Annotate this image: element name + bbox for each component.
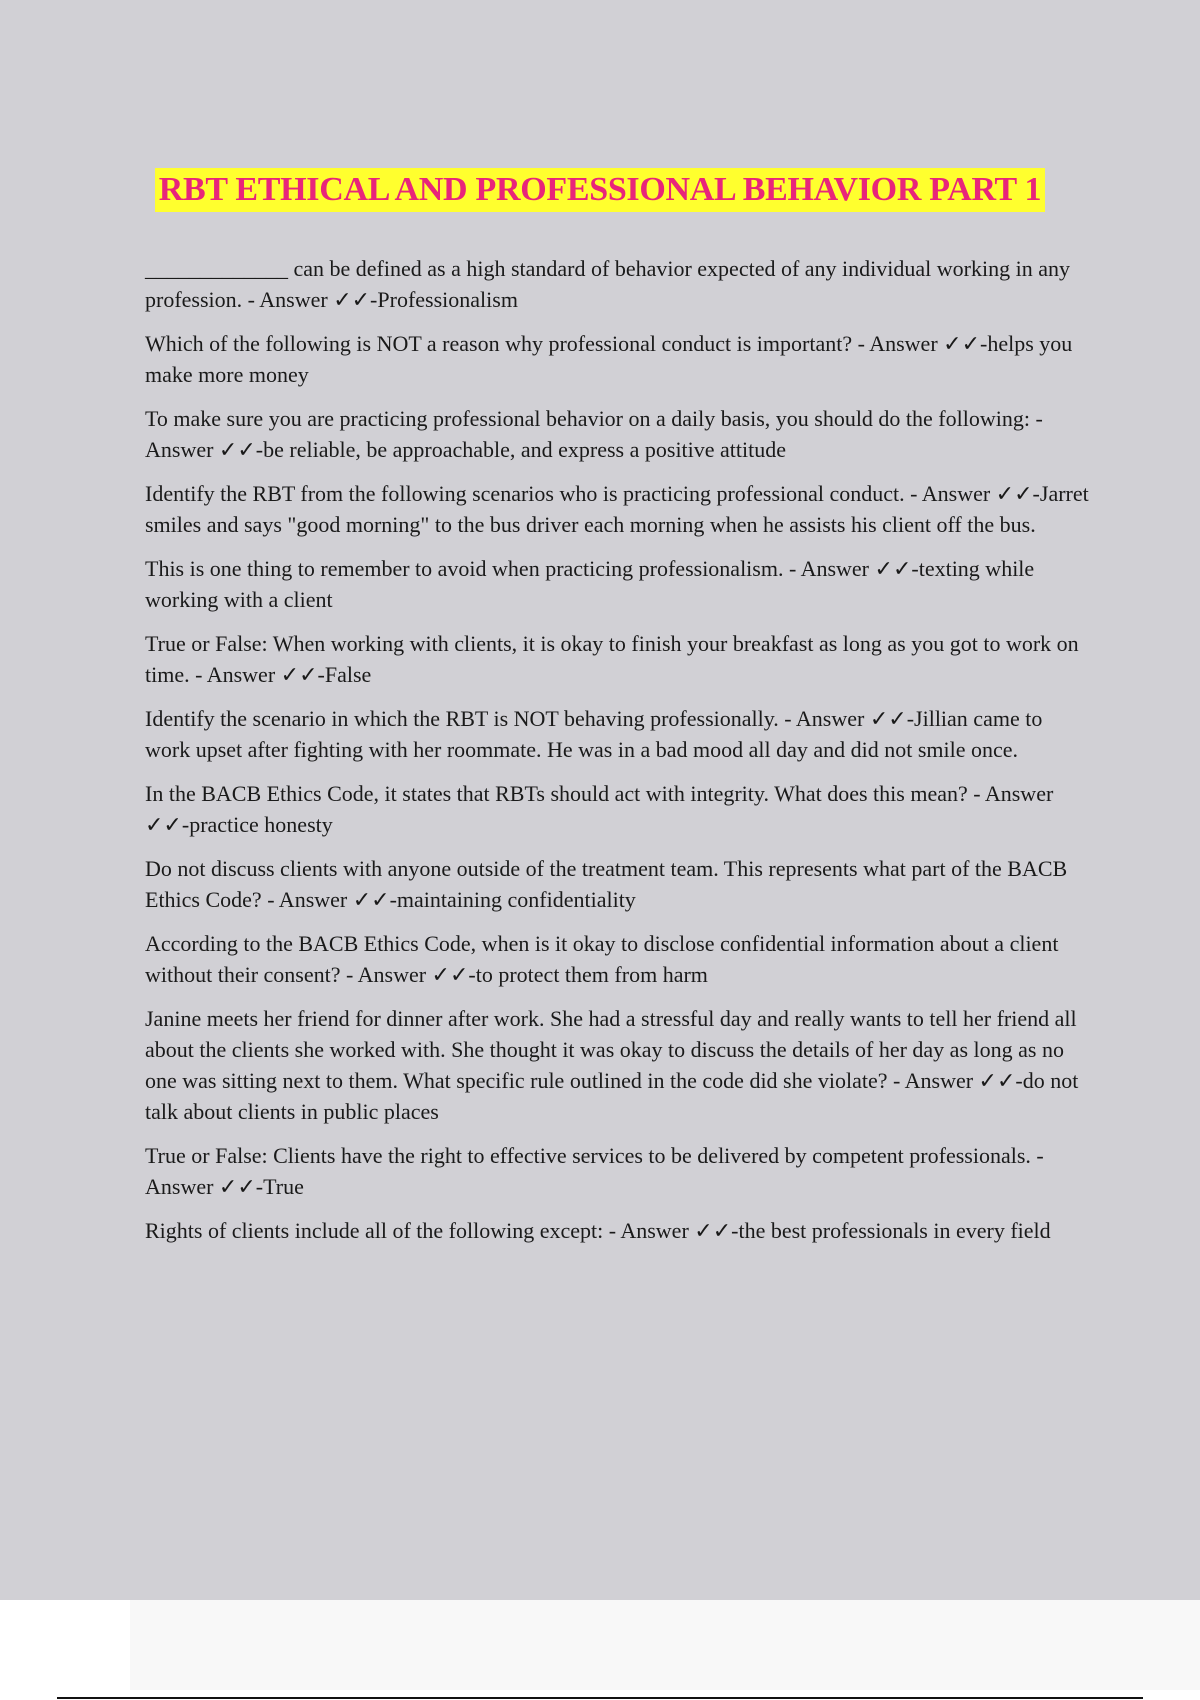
qa-item: According to the BACB Ethics Code, when is it okay to disclose confidential information about a client without their consent? - Answer ✓✓-to protect them from harm [145, 931, 1059, 987]
qa-item: True or False: Clients have the right to effective services to be delivered by competent professionals. - Answer ✓✓-True [145, 1143, 1044, 1199]
qa-item: Do not discuss clients with anyone outside of the treatment team. This represents what part of the BACB Ethics Code? - Answer ✓✓-maintaining confidentiality [145, 856, 1068, 912]
qa-item: _____________ can be defined as a high standard of behavior expected of any individual working in any profession. - Answer ✓✓-Professionalism [145, 256, 1070, 312]
qa-item: This is one thing to remember to avoid when practicing professionalism. - Answer ✓✓-texting while working with a client [145, 556, 1035, 612]
qa-item: Janine meets her friend for dinner after work. She had a stressful day and really wants to tell her friend all about the clients she worked with. She thought it was okay to discuss the details of her day as long as no one was sitting next to them. What specific rule outlined in the code did she violate? - Answer ✓✓-do not talk about clients in public places [145, 1006, 1079, 1124]
qa-item: Identify the scenario in which the RBT is NOT behaving professionally. - Answer ✓✓-Jillian came to work upset after fighting with her roommate. He was in a bad mood all day and did not smile once. [145, 706, 1043, 762]
qa-item: To make sure you are practicing professional behavior on a daily basis, you should do the following: - Answer ✓✓-be reliable, be approachable, and express a positive attitude [145, 406, 1043, 462]
next-page-strip [130, 1600, 1200, 1690]
qa-item: Rights of clients include all of the following except: - Answer ✓✓-the best professionals in every field [145, 1218, 1051, 1243]
footer-divider [57, 1697, 1143, 1699]
qa-item: Which of the following is NOT a reason why professional conduct is important? - Answer ✓✓-helps you make more money [145, 331, 1073, 387]
qa-item: True or False: When working with clients, it is okay to finish your breakfast as long as you got to work on time. - Answer ✓✓-False [145, 631, 1079, 687]
document-title: RBT ETHICAL AND PROFESSIONAL BEHAVIOR PART 1 [155, 168, 1045, 212]
qa-item: Identify the RBT from the following scenarios who is practicing professional conduct. - Answer ✓✓-Jarret smiles and says "good morning" to the bus driver each morning when he assists his client off the bus. [145, 481, 1089, 537]
qa-item: In the BACB Ethics Code, it states that RBTs should act with integrity. What does this mean? - Answer ✓✓-practice honesty [145, 781, 1054, 837]
qa-list [145, 253, 1090, 1259]
title-block [0, 168, 1200, 212]
